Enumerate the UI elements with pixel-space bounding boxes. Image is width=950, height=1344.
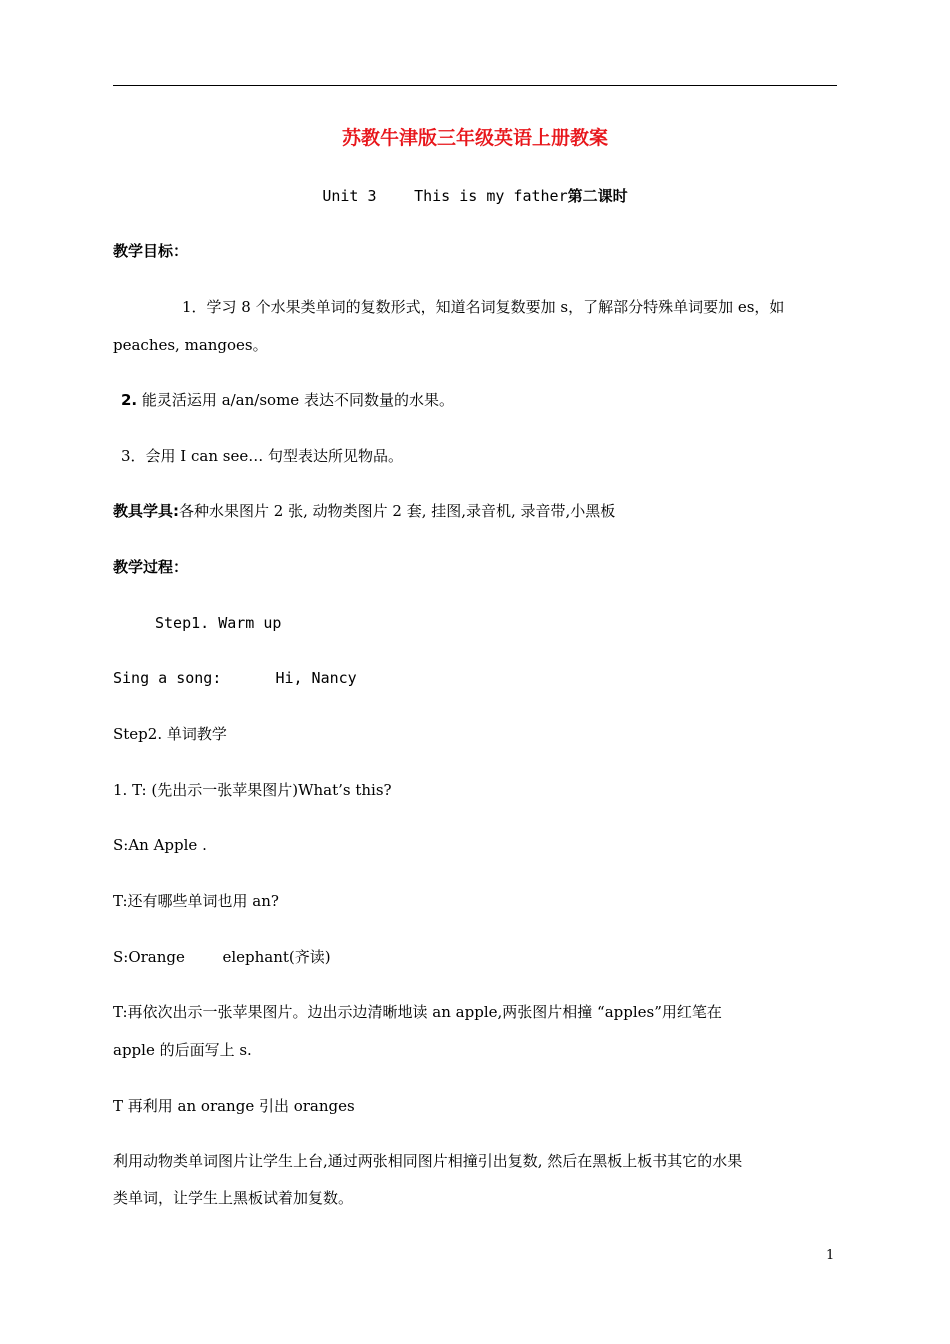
subtitle-lesson: 第二课时	[567, 187, 628, 205]
subtitle-topic: This is my father	[414, 187, 568, 205]
objectives-heading: 教学目标：	[113, 242, 189, 260]
dialog-line-1: 1. T: (先出示一张苹果图片)What’s this?	[113, 781, 392, 799]
tools-text: 各种水果图片 2 张, 动物类图片 2 套, 挂图,录音机, 录音带,小黑板	[179, 502, 616, 520]
dialog-line-5-a: T:再依次出示一张苹果图片。边出示边清晰地读 an apple,两张图片相撞 “apples”用红笔在	[113, 1003, 722, 1021]
tools-line	[113, 501, 615, 521]
paragraph-line-2: 类单词，让学生上黑板试着加复数。	[113, 1189, 354, 1207]
dialog-line-5-b: apple 的后面写上 s.	[113, 1041, 252, 1059]
dialog-line-4	[113, 947, 331, 967]
process-heading: 教学过程：	[113, 558, 189, 576]
objective-3: 3．会用 I can see… 句型表达所见物品。	[121, 447, 403, 465]
document-subtitle	[0, 185, 950, 206]
paragraph-line-1: 利用动物类单词图片让学生上台,通过两张相同图片相撞引出复数, 然后在黑板上板书其它的水果	[113, 1152, 743, 1170]
objective-1-line-2: peaches, mangoes。	[113, 336, 268, 354]
dialog-line-3: T:还有哪些单词也用 an?	[113, 892, 279, 910]
objective-2-number: 2.	[121, 391, 138, 409]
page-number: 1	[826, 1248, 835, 1263]
dialog-line-4-a: S:Orange	[113, 948, 185, 966]
subtitle-unit: Unit 3	[322, 187, 377, 205]
song-label: Sing a song:	[113, 669, 222, 687]
dialog-line-4-b: elephant(齐读)	[222, 948, 331, 966]
objective-1-line-1: 1．学习 8 个水果类单词的复数形式，知道名词复数要加 s，了解部分特殊单词要加 es，如	[182, 298, 785, 316]
dialog-line-6: T 再利用 an orange 引出 oranges	[113, 1097, 355, 1115]
dialog-line-2: S:An Apple .	[113, 836, 207, 854]
document-title: 苏教牛津版三年级英语上册教案	[341, 127, 608, 149]
objective-2-text: 能灵活运用 a/an/some 表达不同数量的水果。	[141, 391, 454, 409]
objective-2	[121, 390, 454, 410]
header-rule	[113, 85, 837, 86]
step-2: Step2. 单词教学	[113, 725, 227, 743]
song-line	[113, 668, 357, 688]
step-1: Step1. Warm up	[155, 614, 282, 632]
song-name: Hi, Nancy	[275, 669, 357, 687]
tools-heading: 教具学具:	[113, 502, 179, 520]
